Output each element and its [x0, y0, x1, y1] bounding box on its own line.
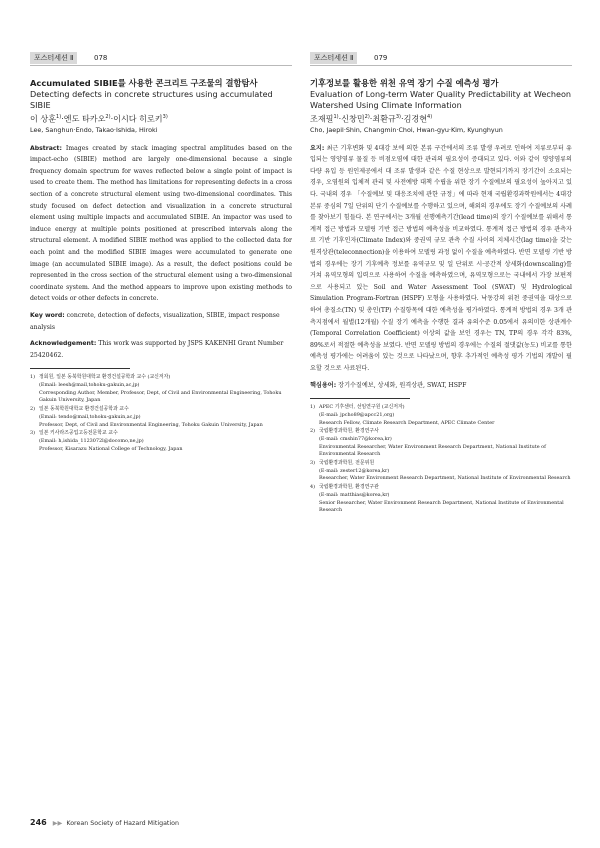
author-name: 조재필 — [310, 113, 334, 124]
author-separator: · — [61, 113, 64, 124]
footnote-line: (E-mail: jpcho89@apcc21,org) — [319, 411, 395, 418]
footnote-line: 국립환경과학원, 환경연구관 — [319, 484, 379, 491]
footnote-line: 일본 키사라즈공업고등전문학교 교수 — [39, 430, 118, 437]
footnote — [310, 428, 572, 459]
author-affil-mark: 1) — [333, 114, 339, 120]
author-list-korean — [310, 112, 572, 125]
abstract-label: 요지: — [310, 144, 325, 152]
footnote-divider — [310, 398, 410, 399]
author-list-english: Cho, Jaepil·Shin, Changmin·Choi, Hwan-gyu·Kim, Kyunghyun — [310, 125, 503, 134]
left-article — [30, 52, 292, 454]
author-affil-mark: 2) — [105, 114, 111, 120]
author-affil-mark: 2) — [364, 114, 370, 120]
article-title-korean: Accumulated SIBIE를 사용한 콘크리트 구조물의 결함탐사 — [30, 78, 258, 88]
author-affil-mark: 3) — [395, 114, 401, 120]
page-number: 246 — [30, 818, 47, 827]
footnote — [310, 460, 572, 483]
page-footer — [30, 818, 179, 829]
abstract — [30, 143, 292, 305]
session-label: 포스터세션 Ⅱ — [310, 52, 357, 64]
article-title-korean: 기후정보를 활용한 위천 유역 장기 수질 예측성 평가 — [310, 78, 499, 88]
footnote-number: 2) — [310, 428, 316, 435]
author-separator: · — [110, 113, 114, 124]
article-title-english: Evaluation of Long-term Water Quality Predictability at Wecheon Watershed Using Climate Information — [310, 89, 572, 110]
footnote — [30, 406, 292, 429]
abstract-label: Abstract: — [30, 144, 62, 152]
footnote-divider — [30, 368, 130, 369]
footnote-number: 3) — [30, 430, 36, 437]
right-article — [310, 52, 572, 516]
author-name: 이 상훈 — [30, 113, 57, 124]
session-header — [310, 52, 572, 66]
author-separator: · — [400, 113, 404, 124]
keywords — [310, 380, 572, 392]
author-name: 최환규 — [372, 113, 396, 124]
author-affil-mark: 3) — [162, 114, 168, 120]
footnote-line: APEC 기후센터, 선임연구원 (교신저자) — [319, 404, 405, 411]
footnote-line: (E-mail: matthias@korea,kr) — [319, 491, 390, 498]
footnote-line: (Email: h,ishida_1123072l@docomo,ne,jp) — [39, 438, 144, 444]
acknowledgement-label: Acknowledgement: — [30, 340, 97, 348]
footnotes — [30, 374, 292, 453]
footnote — [310, 404, 572, 427]
article-number: 078 — [94, 54, 108, 62]
footnote-number: 4) — [310, 484, 316, 491]
footnote-line: Corresponding Author, Member, Professor, Dept, of Civil and Environmental Engineering, Tohoku Gakuin University, Japan — [39, 389, 282, 404]
article-number: 079 — [374, 54, 388, 62]
keywords — [30, 310, 292, 333]
footnote-number: 2) — [30, 406, 36, 413]
footnote-line: Environmental Researcher, Water Environment Research Department, National Institute of Environmental Research — [319, 443, 546, 458]
footnote-line: 국립환경과학원, 전문위원 — [319, 460, 375, 467]
footnote-line: Senior Researcher, Water Environment Research Department, National Institute of Environmental Research — [319, 499, 564, 514]
footnote-line: 국립환경과학원, 환경연구사 — [319, 428, 379, 435]
footnote-line: 일본 동북학원대학교 환경건설공학과 교수 — [39, 406, 129, 413]
footnote-line: (Email: leesh@mail,tohoku-gakuin,ac,jp) — [39, 382, 140, 389]
abstract-text: 최근 기후변화 및 4대강 보에 의한 본류 구간에서의 조류 발생 우려로 인하여 지류로부터 유입되는 영양염류 물질 등 비점오염에 대한 관리의 필요성이 증대되고 있다. 이와 같이 영양염류의 다량 유입 등 원인제공에서 대 조류 발생과 같은 수질 현상으로 발현되기까지 장기간이 소요되는 경우, 오염원의 입체적 관리 및 사전예방 대책 수립을 위한 장기 수질예보의 필요성이 높아지고 있다. 국내의 경우 「수질예보 및 대응조치에 관한 규정」에 따라 현재 국립환경과학원에서는 4대강 본류 중심의 7일 단위의 단기 수질예보를 수행하고 있으며, 해외의 경우에도 장기 수질예보의 사례를 찾아보기 힘들다. 본 연구에서는 3개월 선행예측기간(lead time)의 장기 수질예보를 위해서 통계적 접근 방법과 모델링 기반 접근 방법의 예측성을 비교하였다. 통계적 접근 방법의 경우 관측자료 기반 기후인자(Climate Index)와 중권역 규모 관측 수질 사이의 지체시간(lag time)을 갖는 원격상관(teleconnection)을 이용하여 모델링 과정 없이 수질을 예측하였다. 반면 모델링 기반 방법의 경우에는 장기 기후예측 정보를 유역규모 및 일 단위로 시·공간적 상세화(downscaling)를 거쳐 유역모형의 입력으로 사용하여 수질을 예측하였으며, 유역모형으로는 국내에서 가장 보편적으로 사용되고 있는 Soil and Water Assessment Tool (SWAT) 및 Hydrological Simulation Program-Fortran (HSPF) 모형을 사용하였다. 낙동강의 위천 중권역을 대상으로 하여 총질소(TN) 및 총인(TP) 수질항목에 대한 예측성을 평가하였다. 통계적 방법의 경우 3개 관측지점에서 월별(12개월) 수질 장기 예측을 수행한 결과 유의수준 0.05에서 유의미한 상관계수(Temporal Correlation Coefficient) 이상의 값을 보인 경우는 TN, TP의 경우 각각 83%, 89%로서 적절한 예측성을 보였다. 반면 모델링 방법의 경우에는 수질의 절댓값(농도) 비교를 통한 예측성 평가에는 어려움이 있는 것으로 나타났으며, 향후 추가적인 예측성 평가 기법의 개발이 필요할 것으로 사료된다. — [310, 144, 572, 372]
author-list-english: Lee, Sanghun·Endo, Takao·Ishida, Hiroki — [30, 125, 158, 134]
footnote-line: Research Fellow, Climate Research Department, APEC Climate Center — [319, 419, 495, 426]
author-affil-mark: 4) — [427, 114, 433, 120]
society-name: Korean Society of Hazard Mitigation — [66, 820, 179, 827]
acknowledgement — [30, 338, 292, 361]
footnote-number: 1) — [310, 404, 316, 411]
footnote — [30, 374, 292, 405]
keywords-text: concrete, detection of defects, visualization, SIBIE, impact response analysis — [30, 312, 280, 331]
footnote-line: (E-mail: zester12@korea,kr) — [319, 467, 390, 474]
footnote — [30, 430, 292, 453]
abstract — [310, 143, 572, 375]
footnote-line: Professor, Dept, of Civil and Environmental Engineering, Tohoku Gakuin University, Japan — [39, 421, 263, 428]
footnote-line: Professor, Kisarazu National College of Technology, Japan — [39, 445, 183, 452]
author-list-korean — [30, 112, 292, 125]
author-separator: · — [369, 113, 373, 124]
author-name: 이시다 히로키 — [113, 113, 163, 124]
footnote-number: 3) — [310, 460, 316, 467]
footnote-line: 정회원, 일본 동북학원대학교 환경건설공학과 교수 (교신저자) — [39, 374, 171, 381]
footnote-line: (Email: tendo@mail,tohoku-gakuin,ac,jp) — [39, 413, 141, 420]
session-header — [30, 52, 292, 66]
author-name: 신창민 — [341, 113, 365, 124]
author-separator: · — [338, 113, 342, 124]
footnotes — [310, 404, 572, 515]
author-affil-mark: 1) — [56, 114, 62, 120]
double-arrow-icon: ▶▶ — [52, 820, 63, 827]
acknowledgement-text: This work was supported by JSPS KAKENHI Grant Number 25420462. — [30, 340, 284, 359]
footnote — [310, 484, 572, 515]
author-name: 김경현 — [403, 113, 428, 124]
article-title-english: Detecting defects in concrete structures using accumulated SIBIE — [30, 89, 273, 110]
footnote-number: 1) — [30, 374, 36, 381]
session-label: 포스터세션 Ⅱ — [30, 52, 77, 64]
keywords-text: 장기수질예보, 상세화, 원격상관, SWAT, HSPF — [336, 381, 467, 389]
keywords-label: 핵심용어: — [310, 381, 337, 389]
footnote-line: (E-mail: cmshin77@korea,kr) — [319, 435, 392, 442]
keywords-label: Key word: — [30, 312, 65, 319]
footnote-line: Researcher, Water Environment Research Department, National Institute of Environmental Research — [319, 475, 571, 482]
abstract-text: Images created by stack imaging spectral amplitudes based on the impact-echo (SIBIE) method are largely one-dimensional because a single frequency domain spectrum for waves reflected below a single point of impact is used to create them. The method has limitations for representing defects in a cross section of a concrete structural element using two-dimensional coordinates. This study focused on defect detection and visualization in a concrete structural element using multiple impacts and accumulated SIBIE. An impactor was used to induce energy at multiple points positioned at prescribed intervals along the structural element. A modified SIBIE method was applied to the collected data for each point and the modified SIBIE images were accumulated to generate one image (an accumulated SIBIE image). As a result, the defect positions could be represented in the cross section of the structural element using a two-dimensional coordinate system. And the method appears to improve upon existing methods to detect voids or other defects in concrete. — [30, 144, 292, 303]
author-name: 엔도 타카오 — [63, 113, 106, 124]
